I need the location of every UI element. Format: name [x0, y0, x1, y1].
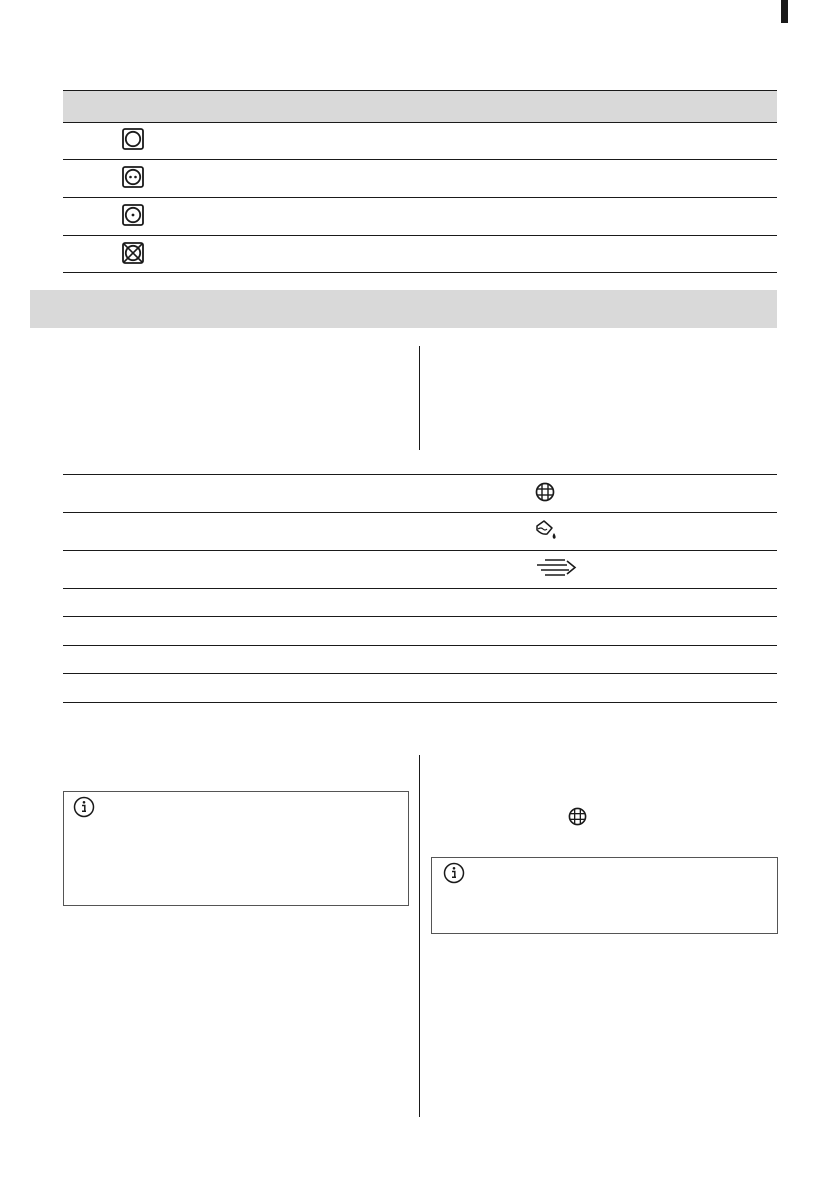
options-table-bottom-rule [63, 702, 777, 703]
info-icon [73, 796, 95, 818]
options-table-row-divider [63, 645, 777, 646]
options-table-row-divider [63, 673, 777, 674]
symbols-table-row-divider [63, 272, 777, 273]
options-table-top-rule [63, 474, 777, 475]
lower-column-divider [419, 755, 420, 1117]
note-box-right [431, 857, 778, 934]
page-edge-marker [781, 0, 788, 23]
water-container-icon [534, 518, 558, 542]
symbols-table-row-divider [63, 159, 777, 160]
care-tumble-dry-icon [122, 128, 144, 150]
anti-crease-icon [535, 557, 579, 579]
drum-grid-icon [568, 807, 587, 826]
care-tumble-dry-normal-temperature-icon [122, 166, 144, 188]
care-tumble-dry-low-temperature-icon [122, 204, 144, 226]
column-divider [419, 346, 420, 450]
options-table-row-divider [63, 588, 777, 589]
note-box-left [63, 791, 409, 906]
symbols-table-row-divider [63, 197, 777, 198]
symbols-table-row-divider [63, 235, 777, 236]
section-heading-bar [30, 290, 777, 328]
care-do-not-tumble-dry-icon [122, 242, 144, 264]
info-icon [443, 862, 465, 884]
drum-grid-icon [535, 482, 555, 502]
symbols-table-header [63, 90, 777, 123]
options-table-row-divider [63, 550, 777, 551]
options-table-row-divider [63, 512, 777, 513]
options-table-row-divider [63, 616, 777, 617]
